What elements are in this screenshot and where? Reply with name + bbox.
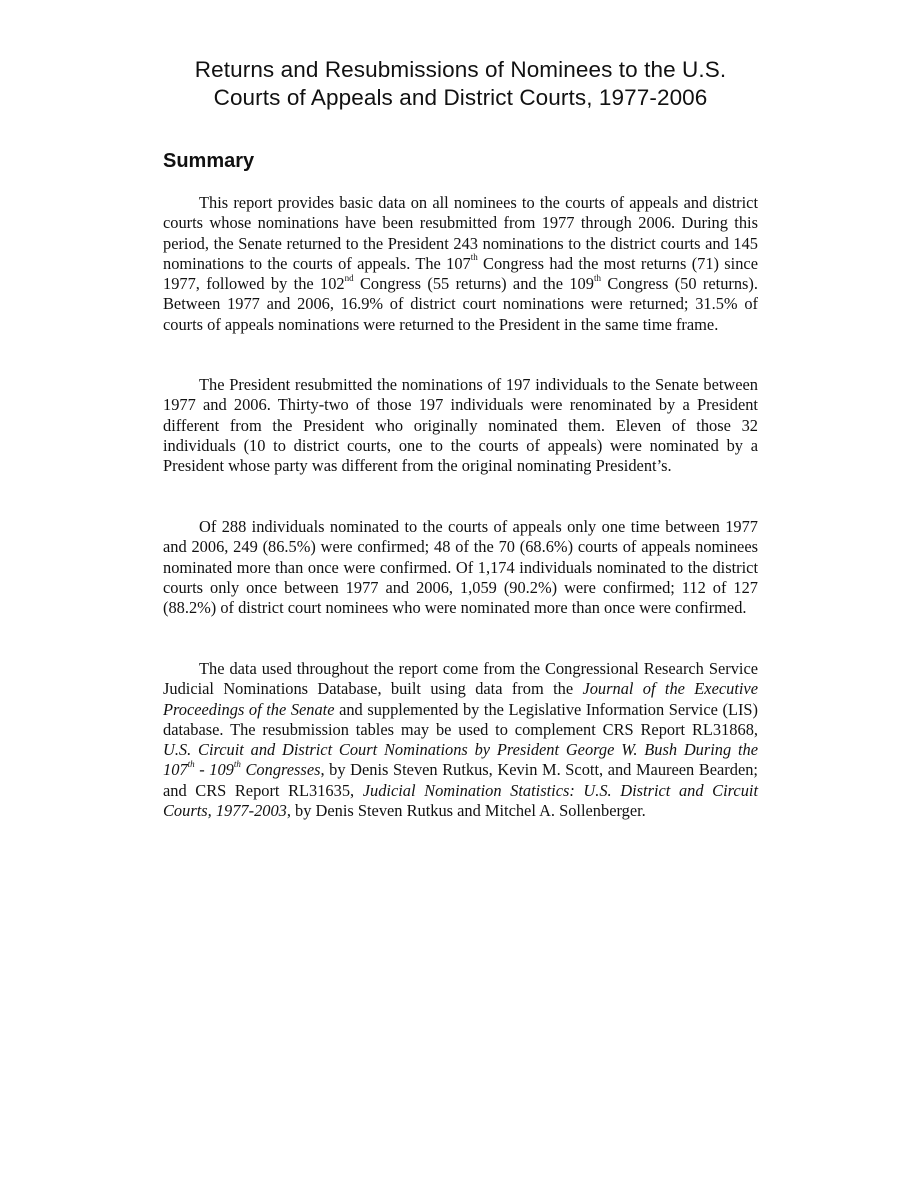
journal-title: Journal of the Executive Proceedings of the Senate bbox=[163, 679, 758, 719]
paragraph-1-text-b: Congress had the most returns (71) since 1977, followed by the 102 bbox=[163, 253, 758, 294]
section-heading-summary: Summary bbox=[163, 150, 255, 172]
paragraph-1-text-d: Congress (50 returns). Between 1977 and 2006, 16.9% of district court nominations were returned; 31.5% of courts of appeals nominations were returned to the President in the same time frame. bbox=[163, 274, 758, 334]
ordinal-suffix: th bbox=[470, 252, 478, 263]
paragraph-4-text-b: and supplemented by the Legislative Information Service (LIS) database. The resubmission tables may be used to complement CRS Report RL31868, bbox=[163, 699, 758, 739]
ordinal-suffix: th bbox=[187, 759, 195, 770]
report-title bbox=[163, 56, 758, 112]
report-title-line-1: Returns and Resubmissions of Nominees to the U.S. bbox=[194, 57, 727, 82]
ordinal-suffix: th bbox=[593, 272, 601, 283]
report-title-part: Congresses bbox=[240, 760, 321, 780]
paragraph-4-text-d: , by Denis Steven Rutkus and Mitchel A. Sollenberger. bbox=[286, 801, 646, 821]
paragraph-1-text-a: This report provides basic data on all nominees to the courts of appeals and district courts whose nominations have been resubmitted from 1977 through 2006. During this period, the Senate returned to the President 243 nominations to the district courts and 145 nominations to the courts of appeals. The 107 bbox=[163, 193, 758, 273]
paragraph-4-text-a: The data used throughout the report come from the Congressional Research Service Judicial Nominations Database, built using data from the bbox=[163, 659, 758, 699]
summary-paragraph-4 bbox=[163, 659, 758, 821]
report-title-part: - 109 bbox=[194, 760, 234, 780]
report-title-line-2: Courts of Appeals and District Courts, 1977-2006 bbox=[213, 85, 708, 110]
report-title-rl31635: Judicial Nomination Statistics: U.S. District and Circuit Courts, 1977-2003 bbox=[163, 780, 758, 821]
ordinal-suffix: nd bbox=[344, 272, 354, 283]
ordinal-suffix: th bbox=[233, 759, 241, 770]
paragraph-4-text-c: , by Denis Steven Rutkus, Kevin M. Scott, and Maureen Bearden; and CRS Report RL31635, bbox=[163, 760, 758, 800]
paragraph-1-text-c: Congress (55 returns) and the 109 bbox=[353, 274, 594, 294]
report-title-part: U.S. Circuit and District Court Nominations by President George W. Bush During the 107 bbox=[163, 740, 758, 780]
summary-paragraph-3: Of 288 individuals nominated to the courts of appeals only one time between 1977 and 2006, 249 (86.5%) were confirmed; 48 of the 70 (68.6%) courts of appeals nominees nominated more than once were confirmed. Of 1,174 individuals nominated to the district courts only once between 1977 and 2006, 1,059 (90.2%) were confirmed; 112 of 127 (88.2%) of district court nominees who were nominated more than once were confirmed. bbox=[163, 517, 758, 618]
summary-paragraph-2: The President resubmitted the nominations of 197 individuals to the Senate between 1977 and 2006. Thirty-two of those 197 individuals were renominated by a President different from the President who originally nominated them. Eleven of those 32 individuals (10 to district courts, one to the courts of appeals) were nominated by a President whose party was different from the original nominating President’s. bbox=[163, 375, 758, 476]
summary-paragraph-1 bbox=[163, 193, 758, 335]
